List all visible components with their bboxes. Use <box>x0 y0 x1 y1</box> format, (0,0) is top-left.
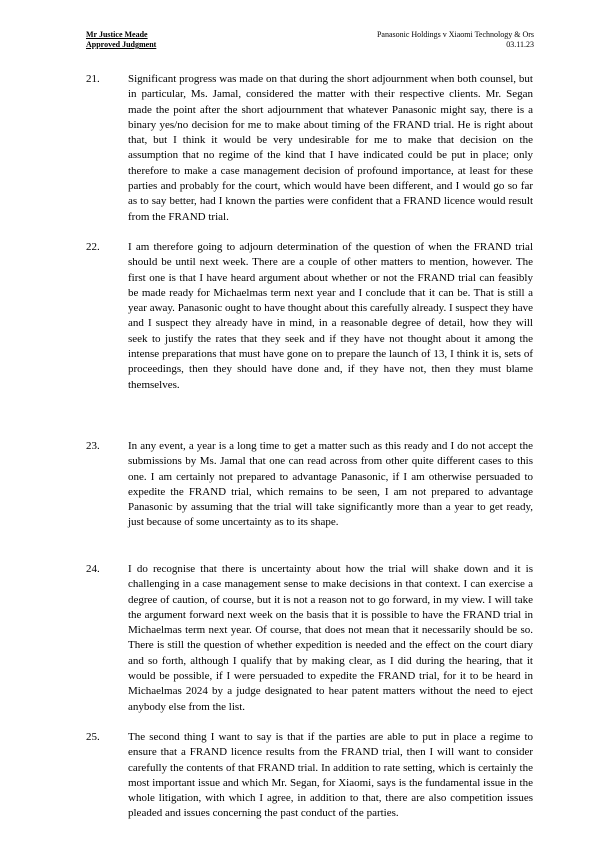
judge-name: Mr Justice Meade <box>86 30 148 39</box>
paragraph-number: 25. <box>86 731 100 743</box>
paragraph-number: 23. <box>86 440 100 452</box>
judgment-date: 03.11.23 <box>506 40 534 49</box>
paragraph-text: I am therefore going to adjourn determination of the question of when the FRAND trial should be until next week. There are a couple of other matters to mention, however. The first one is that I have heard argument about whether or not the FRAND trial can feasibly be made ready for Michaelmas term next year and I conclude that it can be. That is still a year away. Panasonic ought to have thought about this carefully already. I suspect they have and I suspect they already have in mind, in a reasonable degree of detail, how they will seek to justify the rates that they seek and if they have not thought about it among the intense preparations that must have gone on to prepare the launch of 13, I think it is, sets of proceedings, then they should have done and, if they have not, then they must blame themselves. <box>128 241 533 391</box>
paragraph-text: I do recognise that there is uncertainty about how the trial will shake down and it is challenging in a case management sense to make decisions in that context. I can exercise a degree of caution, of course, but it is not a reason not to go forward, in my view. I will take the argument forward next week on the basis that it is possible to have the FRAND trial in Michaelmas term next year. Of course, that does not mean that it necessarily should be so. There is still the question of whether expedition is needed and the effect on the court diary and so forth, although I qualify that by making clear, as I did during the hearing, that it would be possible, if I were persuaded to expedite the FRAND trial, for it to be heard in Michaelmas 2024 by a judge designated to hear patent matters without the need to eject anybody else from the list. <box>128 563 533 713</box>
paragraph-22 <box>86 240 533 393</box>
paragraph-21 <box>86 72 533 225</box>
paragraph-number: 22. <box>86 241 100 253</box>
header-left <box>86 30 156 50</box>
case-title: Panasonic Holdings v Xiaomi Technology & Ors <box>376 30 534 39</box>
paragraph-24 <box>86 562 533 715</box>
judgment-status: Approved Judgment <box>86 40 157 49</box>
paragraph-text: The second thing I want to say is that if the parties are able to put in place a regime to ensure that a FRAND licence results from the FRAND trial, then I will want to consider carefully the contents of that FRAND trial. In addition to rate setting, which is certainly the most important issue and which Mr. Segan, for Xiaomi, says is the fundamental issue in the whole litigation, with which I agree, in addition to that, there are also competition issues pleaded and issues concerning the past conduct of the parties. <box>128 731 533 820</box>
paragraph-23 <box>86 439 533 531</box>
header-right <box>377 30 534 50</box>
paragraph-25 <box>86 730 533 822</box>
paragraph-number: 24. <box>86 563 100 575</box>
paragraph-text: In any event, a year is a long time to get a matter such as this ready and I do not accept the submissions by Ms. Jamal that one can read across from other quite different cases to this one. I am certainly not prepared to advantage Panasonic, if I am otherwise persuaded to expedite the FRAND trial, which remains to be seen, I am not prepared to advantage Panasonic by assuming that the trial will take significantly more than a year to get ready, just because of some uncertainty as to its shape. <box>128 440 533 529</box>
paragraph-number: 21. <box>86 73 100 85</box>
paragraph-text: Significant progress was made on that during the short adjournment when both counsel, but in particular, Ms. Jamal, considered the matter with their respective clients. Mr. Segan made the point after the short adjournment that whatever Panasonic might say, there is a binary yes/no decision for me to make about timing of the FRAND trial. He is right about that, but I think it would be very undesirable for me to make that decision on the assumption that no regime of the kind that I have indicated could be put in place; only therefore to make a case management decision of profound importance, at least for these parties and probably for the court, which would have been different, and I would go so far as to say better, had I known the parties were confident that a FRAND licence would result from the FRAND trial. <box>128 73 533 223</box>
